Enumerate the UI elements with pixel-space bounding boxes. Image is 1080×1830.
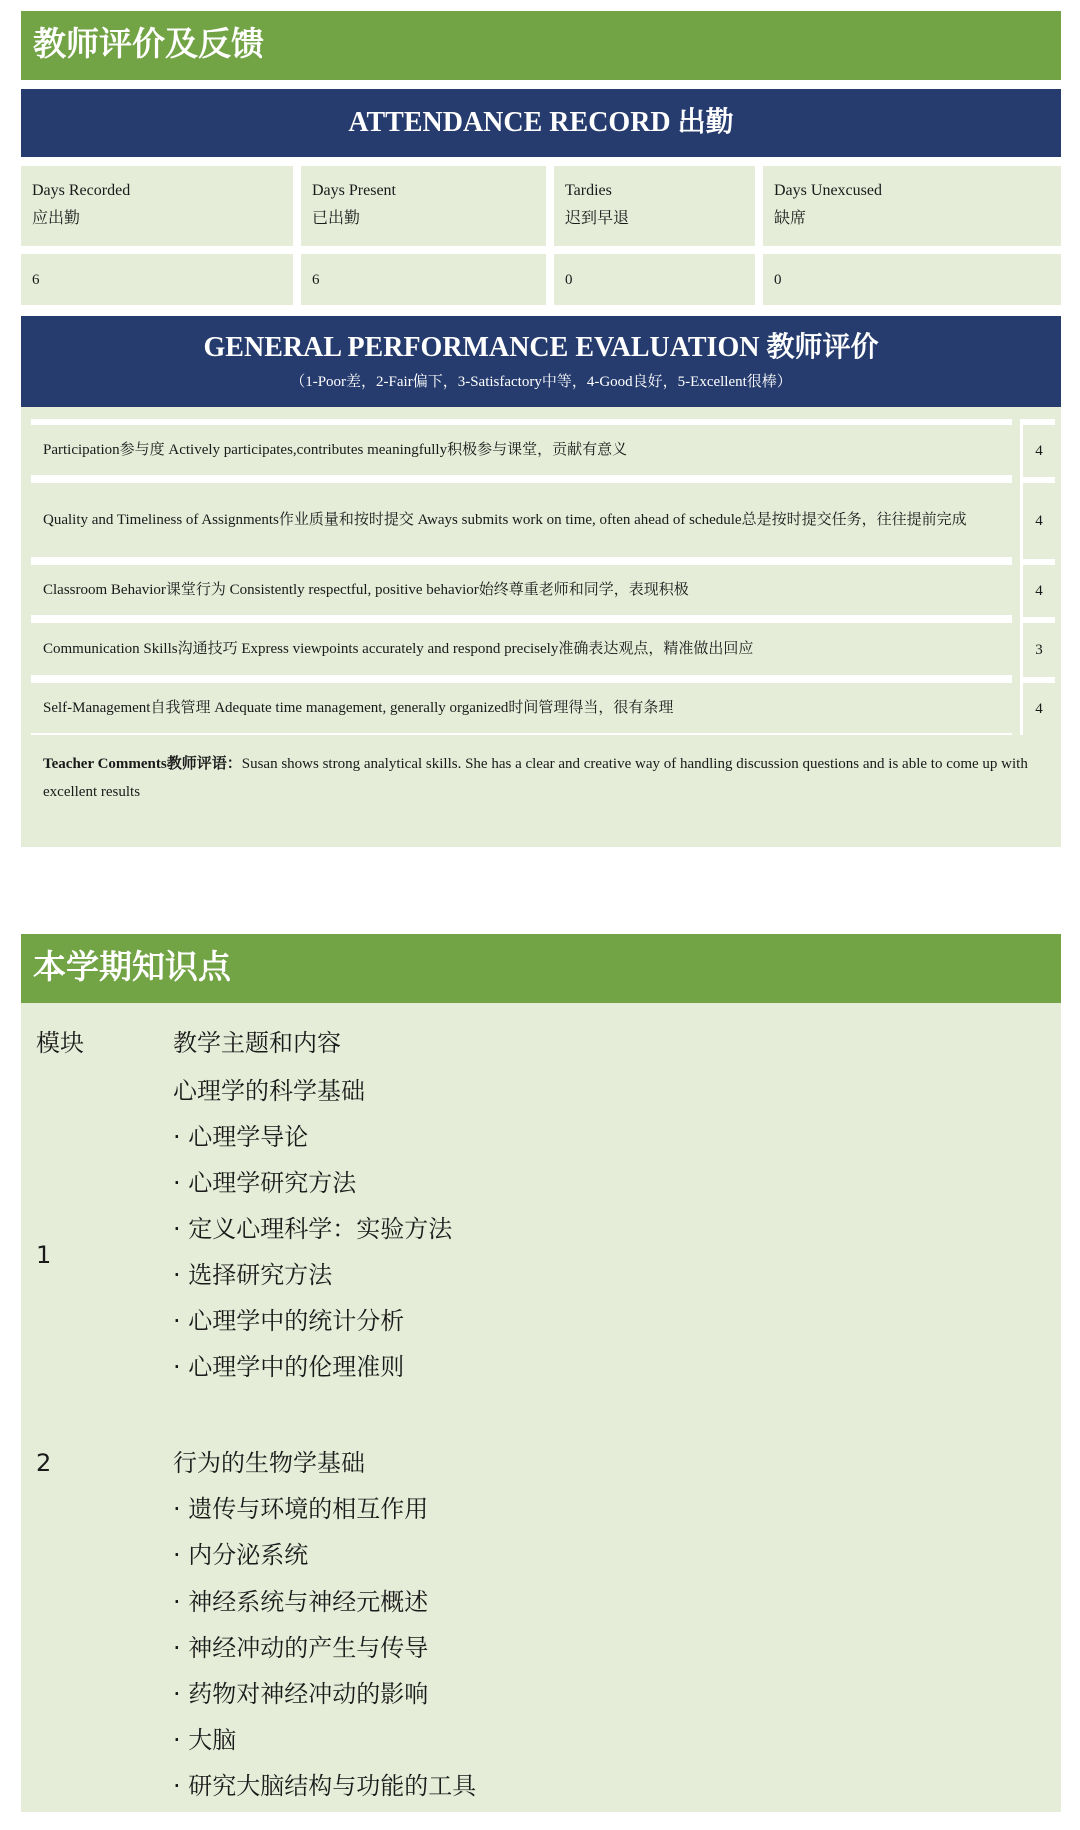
module-number: 2 <box>36 1449 52 1477</box>
module-title: 心理学的科学基础 <box>173 1077 365 1105</box>
evaluation-score: 4 <box>1020 559 1055 617</box>
evaluation-criterion: Classroom Behavior课堂行为 Consistently respectful, positive behavior始终尊重老师和同学，表现积极 <box>31 559 1012 617</box>
topic-item: · 大脑 <box>173 1726 237 1754</box>
evaluation-score: 3 <box>1020 617 1055 677</box>
topic-item: · 心理学导论 <box>173 1123 309 1151</box>
topics-column-content: 教学主题和内容 <box>173 1029 341 1057</box>
teacher-comments-text: Susan shows strong analytical skills. She has a clear and creative way of handling discussion questions and is able to come up with excellent results <box>43 756 1028 800</box>
attendance-header-en: Days Recorded <box>32 182 131 199</box>
topic-item: · 定义心理科学：实验方法 <box>173 1215 453 1243</box>
evaluation-row-behavior <box>31 559 1043 617</box>
evaluation-criterion: Self-Management自我管理 Adequate time management, generally organized时间管理得当，很有条理 <box>31 677 1012 735</box>
attendance-header-en: Tardies <box>565 182 612 199</box>
evaluation-score: 4 <box>1020 419 1055 477</box>
evaluation-row-participation <box>31 419 1043 477</box>
attendance-header-days-present <box>301 166 546 246</box>
topic-item: · 神经系统与神经元概述 <box>173 1588 429 1616</box>
attendance-header-en: Days Present <box>312 182 396 199</box>
attendance-value: 6 <box>32 272 40 288</box>
topics-column-module: 模块 <box>36 1029 84 1057</box>
attendance-value: 0 <box>565 272 573 288</box>
topic-item: · 心理学中的伦理准则 <box>173 1353 405 1381</box>
attendance-title: ATTENDANCE RECORD 出勤 <box>21 89 1061 157</box>
evaluation-scale: （1-Poor差，2-Fair偏下，3-Satisfactory中等，4-Good良好，5-Excellent很棒） <box>290 374 792 390</box>
topic-item: · 遗传与环境的相互作用 <box>173 1495 429 1523</box>
module-title: 行为的生物学基础 <box>173 1449 365 1477</box>
evaluation-criterion: Communication Skills沟通技巧 Express viewpoints accurately and respond precisely准确表达观点，精准做出回应 <box>31 617 1012 677</box>
attendance-header-zh: 已出勤 <box>312 210 361 227</box>
evaluation-row-communication <box>31 617 1043 677</box>
attendance-value-tardies <box>554 254 755 305</box>
evaluation-header <box>21 316 1061 407</box>
attendance-header-days-recorded <box>21 166 293 246</box>
evaluation-row-self-management <box>31 677 1043 735</box>
attendance-header-tardies <box>554 166 755 246</box>
attendance-value: 0 <box>774 272 782 288</box>
evaluation-table <box>21 407 1061 847</box>
evaluation-score: 4 <box>1020 677 1055 735</box>
topics-table <box>21 1003 1061 1812</box>
topic-item: · 药物对神经冲动的影响 <box>173 1680 429 1708</box>
attendance-header-zh: 应出勤 <box>32 210 81 227</box>
evaluation-row-assignments <box>31 477 1043 559</box>
teacher-comments-label: Teacher Comments教师评语： <box>43 756 242 772</box>
evaluation-title: GENERAL PERFORMANCE EVALUATION 教师评价 <box>203 332 879 363</box>
topic-item: · 内分泌系统 <box>173 1541 309 1569</box>
topic-item: · 神经冲动的产生与传导 <box>173 1634 429 1662</box>
section-title-knowledge-points: 本学期知识点 <box>21 934 1061 1003</box>
topic-item: · 研究大脑结构与功能的工具 <box>173 1772 477 1800</box>
attendance-header-zh: 迟到早退 <box>565 210 630 227</box>
teacher-comments <box>43 750 1043 806</box>
attendance-header-en: Days Unexcused <box>774 182 882 199</box>
topic-item: · 选择研究方法 <box>173 1261 333 1289</box>
attendance-header-zh: 缺席 <box>774 210 807 227</box>
attendance-header-days-unexcused <box>763 166 1061 246</box>
section-title-teacher-feedback: 教师评价及反馈 <box>21 11 1061 80</box>
attendance-value-days-recorded <box>21 254 293 305</box>
evaluation-criterion: Participation参与度 Actively participates,contributes meaningfully积极参与课堂，贡献有意义 <box>31 419 1012 477</box>
topic-item: · 心理学中的统计分析 <box>173 1307 405 1335</box>
module-number: 1 <box>36 1241 52 1269</box>
attendance-value-days-present <box>301 254 546 305</box>
evaluation-criterion: Quality and Timeliness of Assignments作业质量和按时提交 Aways submits work on time, often ahead of schedule总是按时提交任务，往往提前完成 <box>31 477 1012 559</box>
topic-item: · 心理学研究方法 <box>173 1169 357 1197</box>
evaluation-score: 4 <box>1020 477 1055 559</box>
attendance-value-days-unexcused <box>763 254 1061 305</box>
attendance-value: 6 <box>312 272 320 288</box>
